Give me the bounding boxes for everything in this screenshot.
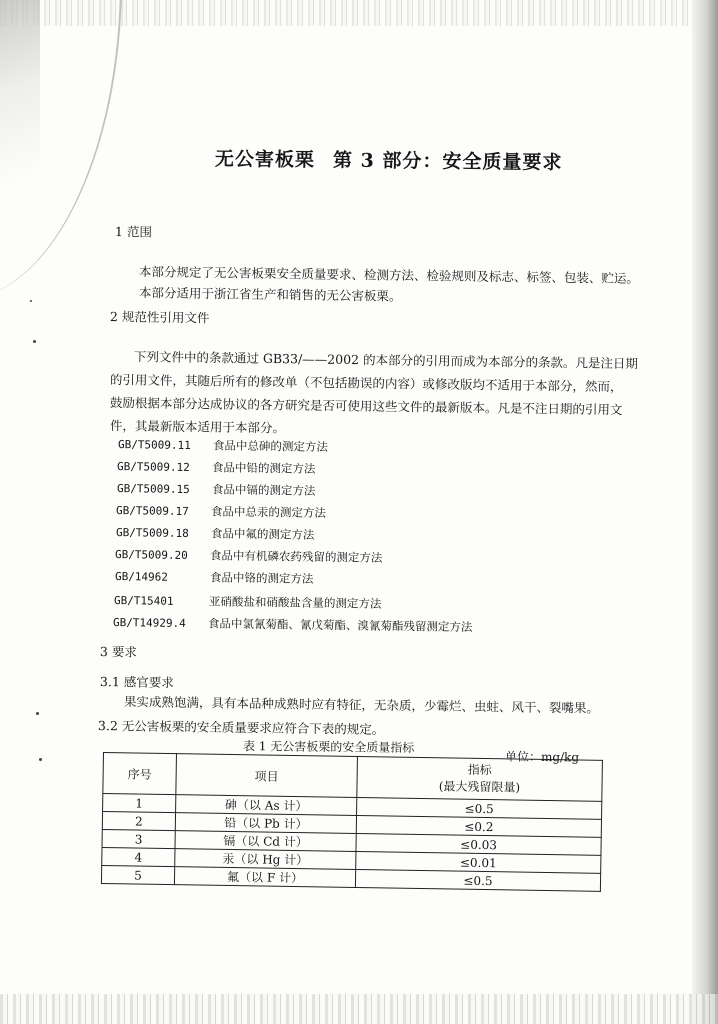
reference-row xyxy=(116,524,315,543)
reference-row xyxy=(113,614,473,635)
cell-item: 砷（以 As 计） xyxy=(176,795,357,816)
scan-right-edge xyxy=(692,0,718,1024)
reference-row xyxy=(115,546,383,566)
cell-item: 氟（以 F 计） xyxy=(174,867,355,888)
section-1-line-2: 本部分适用于浙江省生产和销售的无公害板栗。 xyxy=(138,285,402,304)
header-limit-line-1: 指标 xyxy=(467,762,492,778)
section-2-para-line-1: 下列文件中的条款通过 GB33/——2002 的本部分的引用而成为本部分的条款。凡是注日期 xyxy=(133,349,639,372)
reference-title: 食品中镉的测定方法 xyxy=(211,482,316,498)
reference-row xyxy=(116,502,326,521)
table-caption: 表 1 无公害板栗的安全质量指标 xyxy=(242,739,415,755)
table-unit: 单位：mg/kg xyxy=(504,749,580,765)
reference-row xyxy=(115,568,314,587)
section-2-heading: 2 规范性引用文件 xyxy=(109,309,210,326)
header-serial-number: 序号 xyxy=(103,753,177,795)
reference-title: 食品中有机磷农药残留的测定方法 xyxy=(209,548,383,565)
reference-code: GB/T5009.11 xyxy=(117,438,191,453)
cell-item: 铅（以 Pb 计） xyxy=(175,813,356,834)
scan-bottom-edge xyxy=(0,994,718,1024)
cell-limit: ≤0.2 xyxy=(356,815,601,837)
reference-title: 食品中铬的测定方法 xyxy=(209,570,314,586)
reference-code: GB/T15401 xyxy=(113,594,174,608)
cell-limit: ≤0.5 xyxy=(355,869,600,891)
safety-quality-table xyxy=(101,752,603,892)
section-1-line-1: 本部分规定了无公害板栗安全质量要求、检测方法、检验规则及标志、标签、包装、贮运。 xyxy=(138,264,640,286)
header-limit xyxy=(357,756,603,801)
cell-serial-number: 1 xyxy=(103,794,176,813)
header-limit-line-2: (最大残留限量) xyxy=(438,779,521,795)
reference-row xyxy=(117,480,316,499)
reference-code: GB/T14929.4 xyxy=(112,616,186,631)
section-2-para-line-2: 的引用文件，其随后所有的修改单（不包括勘误的内容）或修改版均不适用于本部分，然而， xyxy=(109,372,623,395)
section-3-heading: 3 要求 xyxy=(99,644,138,660)
document-title xyxy=(215,144,563,175)
title-main: 无公害板栗 xyxy=(214,148,316,172)
scan-speck xyxy=(33,340,36,343)
section-2-para-line-3: 鼓励根据本部分达成协议的各方研究是否可使用这些文件的最新版本。凡是不注日期的引用文 xyxy=(109,395,623,418)
cell-serial-number: 5 xyxy=(101,865,174,884)
reference-title: 食品中总汞的测定方法 xyxy=(210,504,327,520)
scan-speck xyxy=(39,758,42,761)
reference-title: 食品中铅的测定方法 xyxy=(211,460,316,476)
reference-code: GB/T5009.15 xyxy=(116,482,190,497)
reference-row xyxy=(114,592,382,612)
reference-code: GB/T5009.17 xyxy=(115,504,189,519)
reference-title: 亚硝酸盐和硝酸盐含量的测定方法 xyxy=(208,594,382,611)
header-item: 项目 xyxy=(176,754,358,798)
cell-item: 汞（以 Hg 计） xyxy=(175,849,356,870)
reference-title: 食品中氟的测定方法 xyxy=(210,526,315,542)
section-3-1-text: 果实成熟饱满，具有本品种成熟时应有特征，无杂质，少霉烂、虫蛀、风干、裂嘴果。 xyxy=(123,694,600,716)
reference-title: 食品中总砷的测定方法 xyxy=(212,438,329,454)
page-fold-curve xyxy=(0,0,122,300)
cell-serial-number: 2 xyxy=(102,812,175,831)
cell-limit: ≤0.03 xyxy=(356,833,601,855)
reference-row xyxy=(118,436,328,455)
scan-speck xyxy=(30,300,32,302)
cell-serial-number: 3 xyxy=(102,829,175,848)
cell-serial-number: 4 xyxy=(102,847,175,866)
reference-row xyxy=(117,458,316,477)
title-part: 第 3 部分：安全质量要求 xyxy=(332,149,563,174)
reference-code: GB/T5009.12 xyxy=(116,460,190,475)
reference-code: GB/T5009.20 xyxy=(114,548,188,563)
reference-title: 食品中氯氰菊酯、氰戊菊酯、溴氰菊酯残留测定方法 xyxy=(207,616,473,635)
scan-speck xyxy=(36,712,39,715)
cell-limit: ≤0.5 xyxy=(357,797,602,819)
cell-item: 镉（以 Cd 计） xyxy=(175,831,356,852)
section-2-para-line-4: 件，其最新版本适用于本部分。 xyxy=(109,418,286,436)
section-3-1-heading: 3.1 感官要求 xyxy=(99,674,174,691)
section-1-heading: 1 范围 xyxy=(114,224,153,240)
cell-limit: ≤0.01 xyxy=(356,851,601,873)
reference-code: GB/14962 xyxy=(114,570,169,584)
section-3-2-text: 3.2 无公害板栗的安全质量要求应符合下表的规定。 xyxy=(97,718,385,737)
reference-code: GB/T5009.18 xyxy=(115,526,189,541)
